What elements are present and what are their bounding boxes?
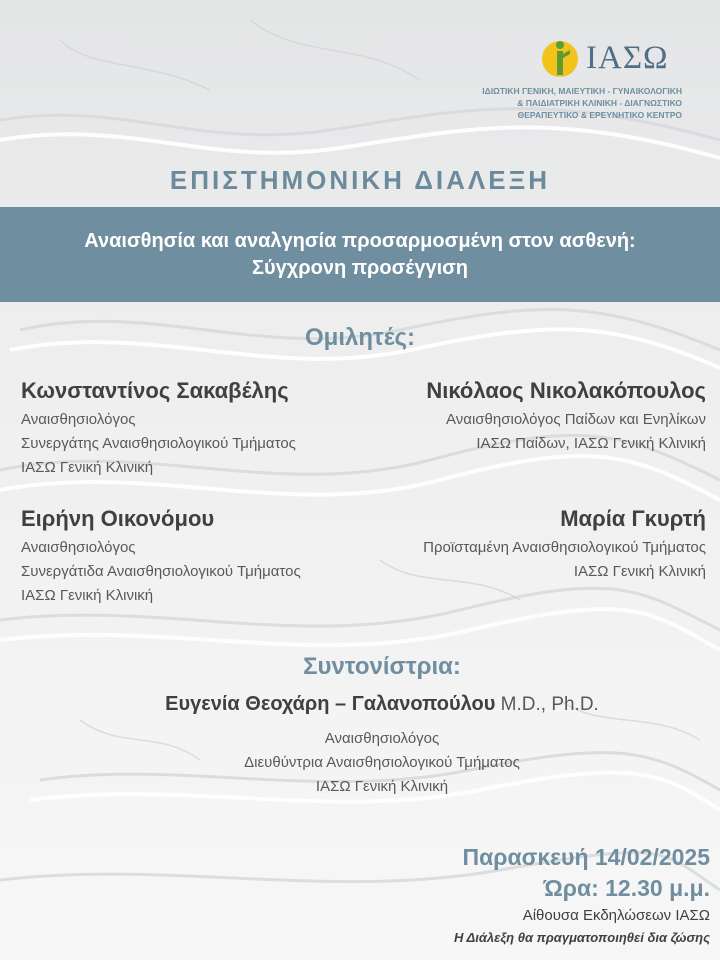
speaker-card: [21, 506, 301, 608]
topic-line: Αναισθησία και αναλγησία προσαρμοσμένη στον ασθενή:: [84, 229, 636, 252]
speaker-card: [423, 506, 706, 584]
speakers-heading: Ομιλητές:: [304, 324, 416, 351]
speaker-role: Συνεργάτιδα Αναισθησιολογικού Τμήματος: [21, 563, 301, 580]
topic-line: Σύγχρονη προσέγγιση: [251, 256, 469, 279]
event-time: Ώρα: 12.30 μ.μ.: [543, 875, 710, 901]
speaker-role: Προϊσταμένη Αναισθησιολογικού Τμήματος: [423, 539, 706, 556]
speaker-name: Ειρήνη Οικονόμου: [21, 506, 215, 531]
moderator-details: [0, 727, 720, 799]
logo-subtitle: [460, 85, 682, 121]
speaker-affiliation: ΙΑΣΩ Γενική Κλινική: [573, 563, 706, 580]
moderator-heading: Συντονίστρια:: [303, 653, 461, 680]
speaker-name: Νικόλαος Νικολακόπουλος: [426, 378, 706, 403]
moderator-affiliation: ΙΑΣΩ Γενική Κλινική: [315, 778, 449, 795]
event-attendance-note: Η Διάλεξη θα πραγματοποιηθεί δια ζώσης: [453, 930, 710, 945]
event-date: Παρασκευή 14/02/2025: [462, 844, 710, 870]
speaker-role: Συνεργάτης Αναισθησιολογικού Τμήματος: [21, 435, 296, 452]
speaker-card: [426, 378, 706, 456]
iaso-logo: [540, 38, 680, 78]
moderator-name: Ευγενία Θεοχάρη – Γαλανοπούλου: [165, 693, 496, 715]
lecture-title: ΕΠΙΣΤΗΜΟΝΙΚΗ ΔΙΑΛΕΞΗ: [169, 165, 551, 195]
topic-banner: [0, 207, 720, 302]
speaker-role: Αναισθησιολόγος: [21, 539, 136, 556]
moderator-degree: M.D., Ph.D.: [495, 694, 599, 715]
speaker-name: Κωνσταντίνος Σακαβέλης: [21, 378, 289, 403]
moderator-name-row: [0, 693, 720, 716]
moderator-role: Διευθύντρια Αναισθησιολογικού Τμήματος: [244, 754, 520, 771]
logo-subtitle-line: ΙΔΙΩΤΙΚΗ ΓΕΝΙΚΗ, ΜΑΙΕΥΤΙΚΗ - ΓΥΝΑΙΚΟΛΟΓΙΚΗ: [482, 86, 682, 96]
speaker-role: Αναισθησιολόγος: [21, 411, 136, 428]
speaker-affiliation: ΙΑΣΩ Γενική Κλινική: [21, 587, 154, 604]
speaker-name: Μαρία Γκυρτή: [560, 506, 706, 531]
speaker-card: [21, 378, 296, 480]
moderator-role: Αναισθησιολόγος: [324, 730, 440, 747]
speaker-affiliation: ΙΑΣΩ Γενική Κλινική: [21, 459, 154, 476]
logo-subtitle-line: ΘΕΡΑΠΕΥΤΙΚΟ & ΕΡΕΥΝΗΤΙΚΟ ΚΕΝΤΡΟ: [517, 110, 682, 120]
speaker-role: Αναισθησιολόγος Παίδων και Ενηλίκων: [446, 411, 706, 428]
event-details: [454, 842, 710, 948]
iaso-logo-mark-icon: [540, 38, 580, 78]
logo-subtitle-line: & ΠΑΙΔΙΑΤΡΙΚΗ ΚΛΙΝΙΚΗ - ΔΙΑΓΝΩΣΤΙΚΟ: [517, 98, 682, 108]
speaker-affiliation: ΙΑΣΩ Παίδων, ΙΑΣΩ Γενική Κλινική: [476, 435, 706, 452]
event-venue: Αίθουσα Εκδηλώσεων ΙΑΣΩ: [522, 907, 710, 924]
logo-wordmark: ΙΑΣΩ: [586, 40, 669, 76]
